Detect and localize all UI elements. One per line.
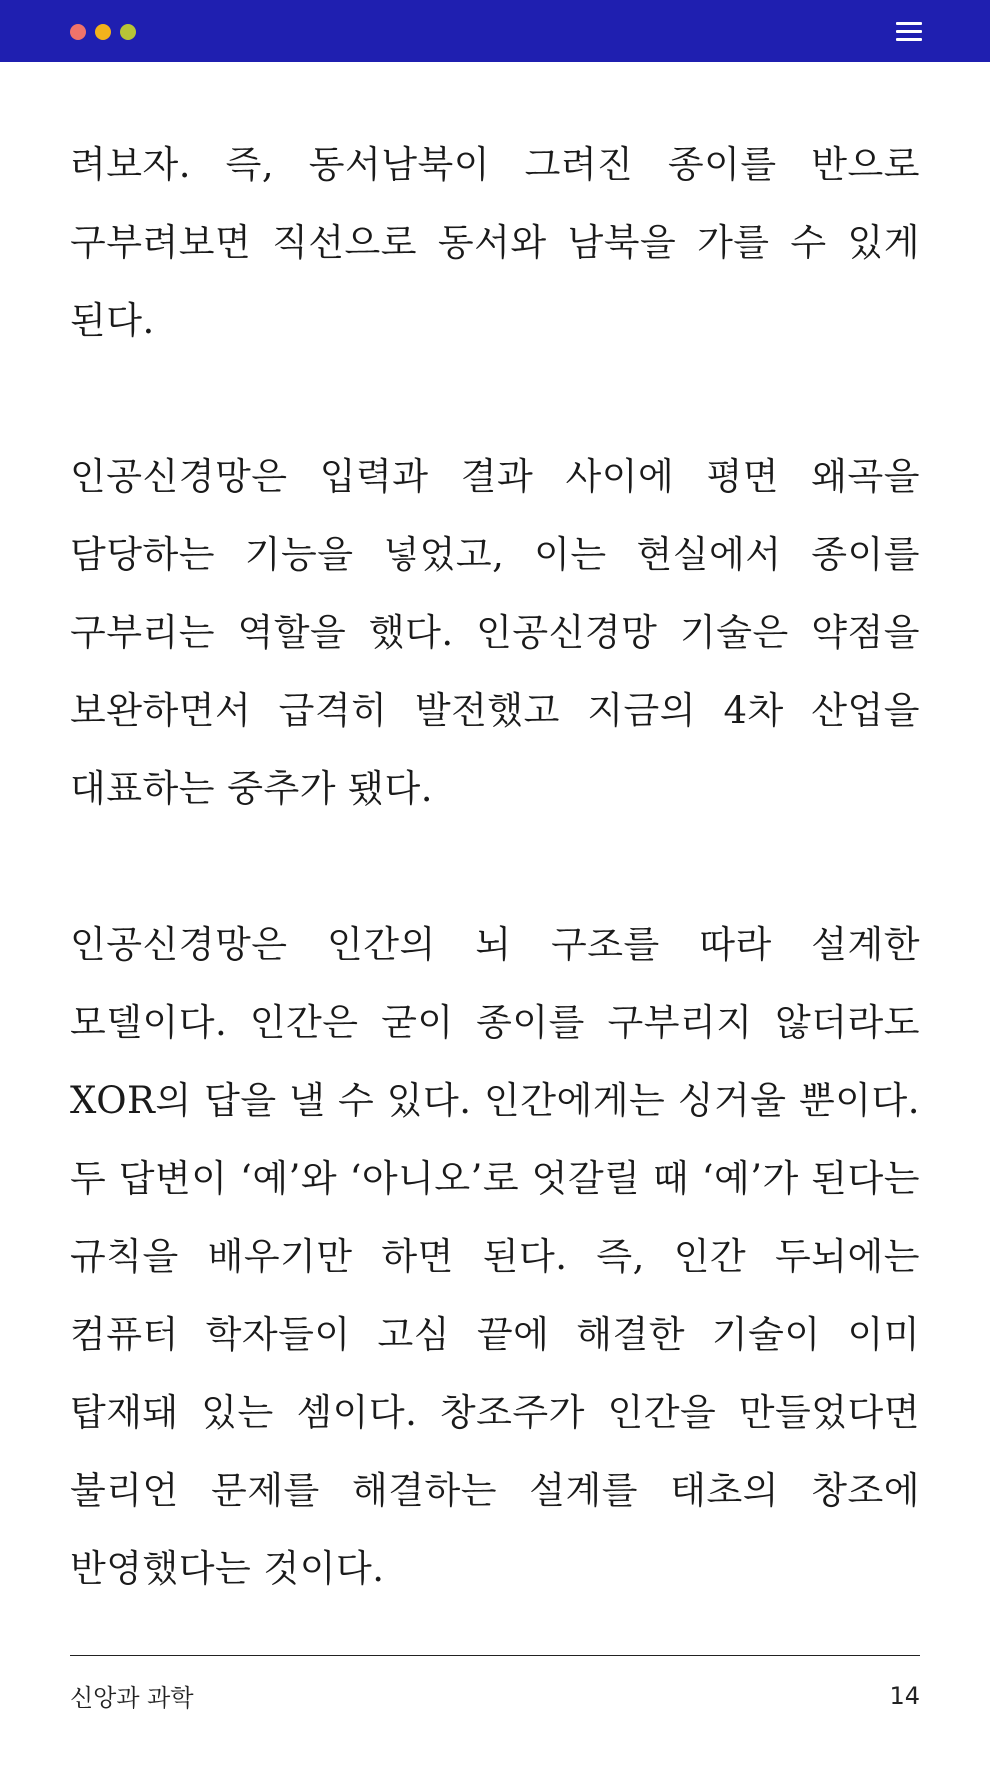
paragraph-2: 인공신경망은 입력과 결과 사이에 평면 왜곡을 담당하는 기능을 넣었고, 이는 현실에서 종이를 구부리는 역할을 했다. 인공신경망 기술은 약점을 보완하면서 급격히 발전했고 지금의 4차 산업을 대표하는 중추가 됐다.	[70, 455, 920, 810]
footer-section-title: 신앙과 과학	[70, 1684, 194, 1712]
hamburger-menu-icon[interactable]	[896, 20, 922, 42]
green-dot-icon	[120, 24, 136, 40]
red-dot-icon	[70, 24, 86, 40]
window-dots	[70, 24, 136, 40]
article-body	[70, 126, 920, 1608]
page-number: 14	[889, 1681, 920, 1710]
paragraph-3: 인공신경망은 인간의 뇌 구조를 따라 설계한 모델이다. 인간은 굳이 종이를 구부리지 않더라도 XOR의 답을 낼 수 있다. 인간에게는 싱거울 뿐이다. 두 답변이 ‘예’와 ‘아니오’로 엇갈릴 때 ‘예’가 된다는 규칙을 배우기만 하면 된다. 즉, 인간 두뇌에는 컴퓨터 학자들이 고심 끝에 해결한 기술이 이미 탑재돼 있는 셈이다. 창조주가 인간을 만들었다면 불리언 문제를 해결하는 설계를 태초의 창조에 반영했다는 것이다.	[70, 923, 920, 1590]
yellow-dot-icon	[95, 24, 111, 40]
page-footer	[70, 1678, 920, 1713]
top-bar	[0, 0, 990, 62]
footer-divider	[70, 1655, 920, 1656]
paragraph-1: 려보자. 즉, 동서남북이 그려진 종이를 반으로 구부려보면 직선으로 동서와 남북을 가를 수 있게 된다.	[70, 143, 920, 342]
